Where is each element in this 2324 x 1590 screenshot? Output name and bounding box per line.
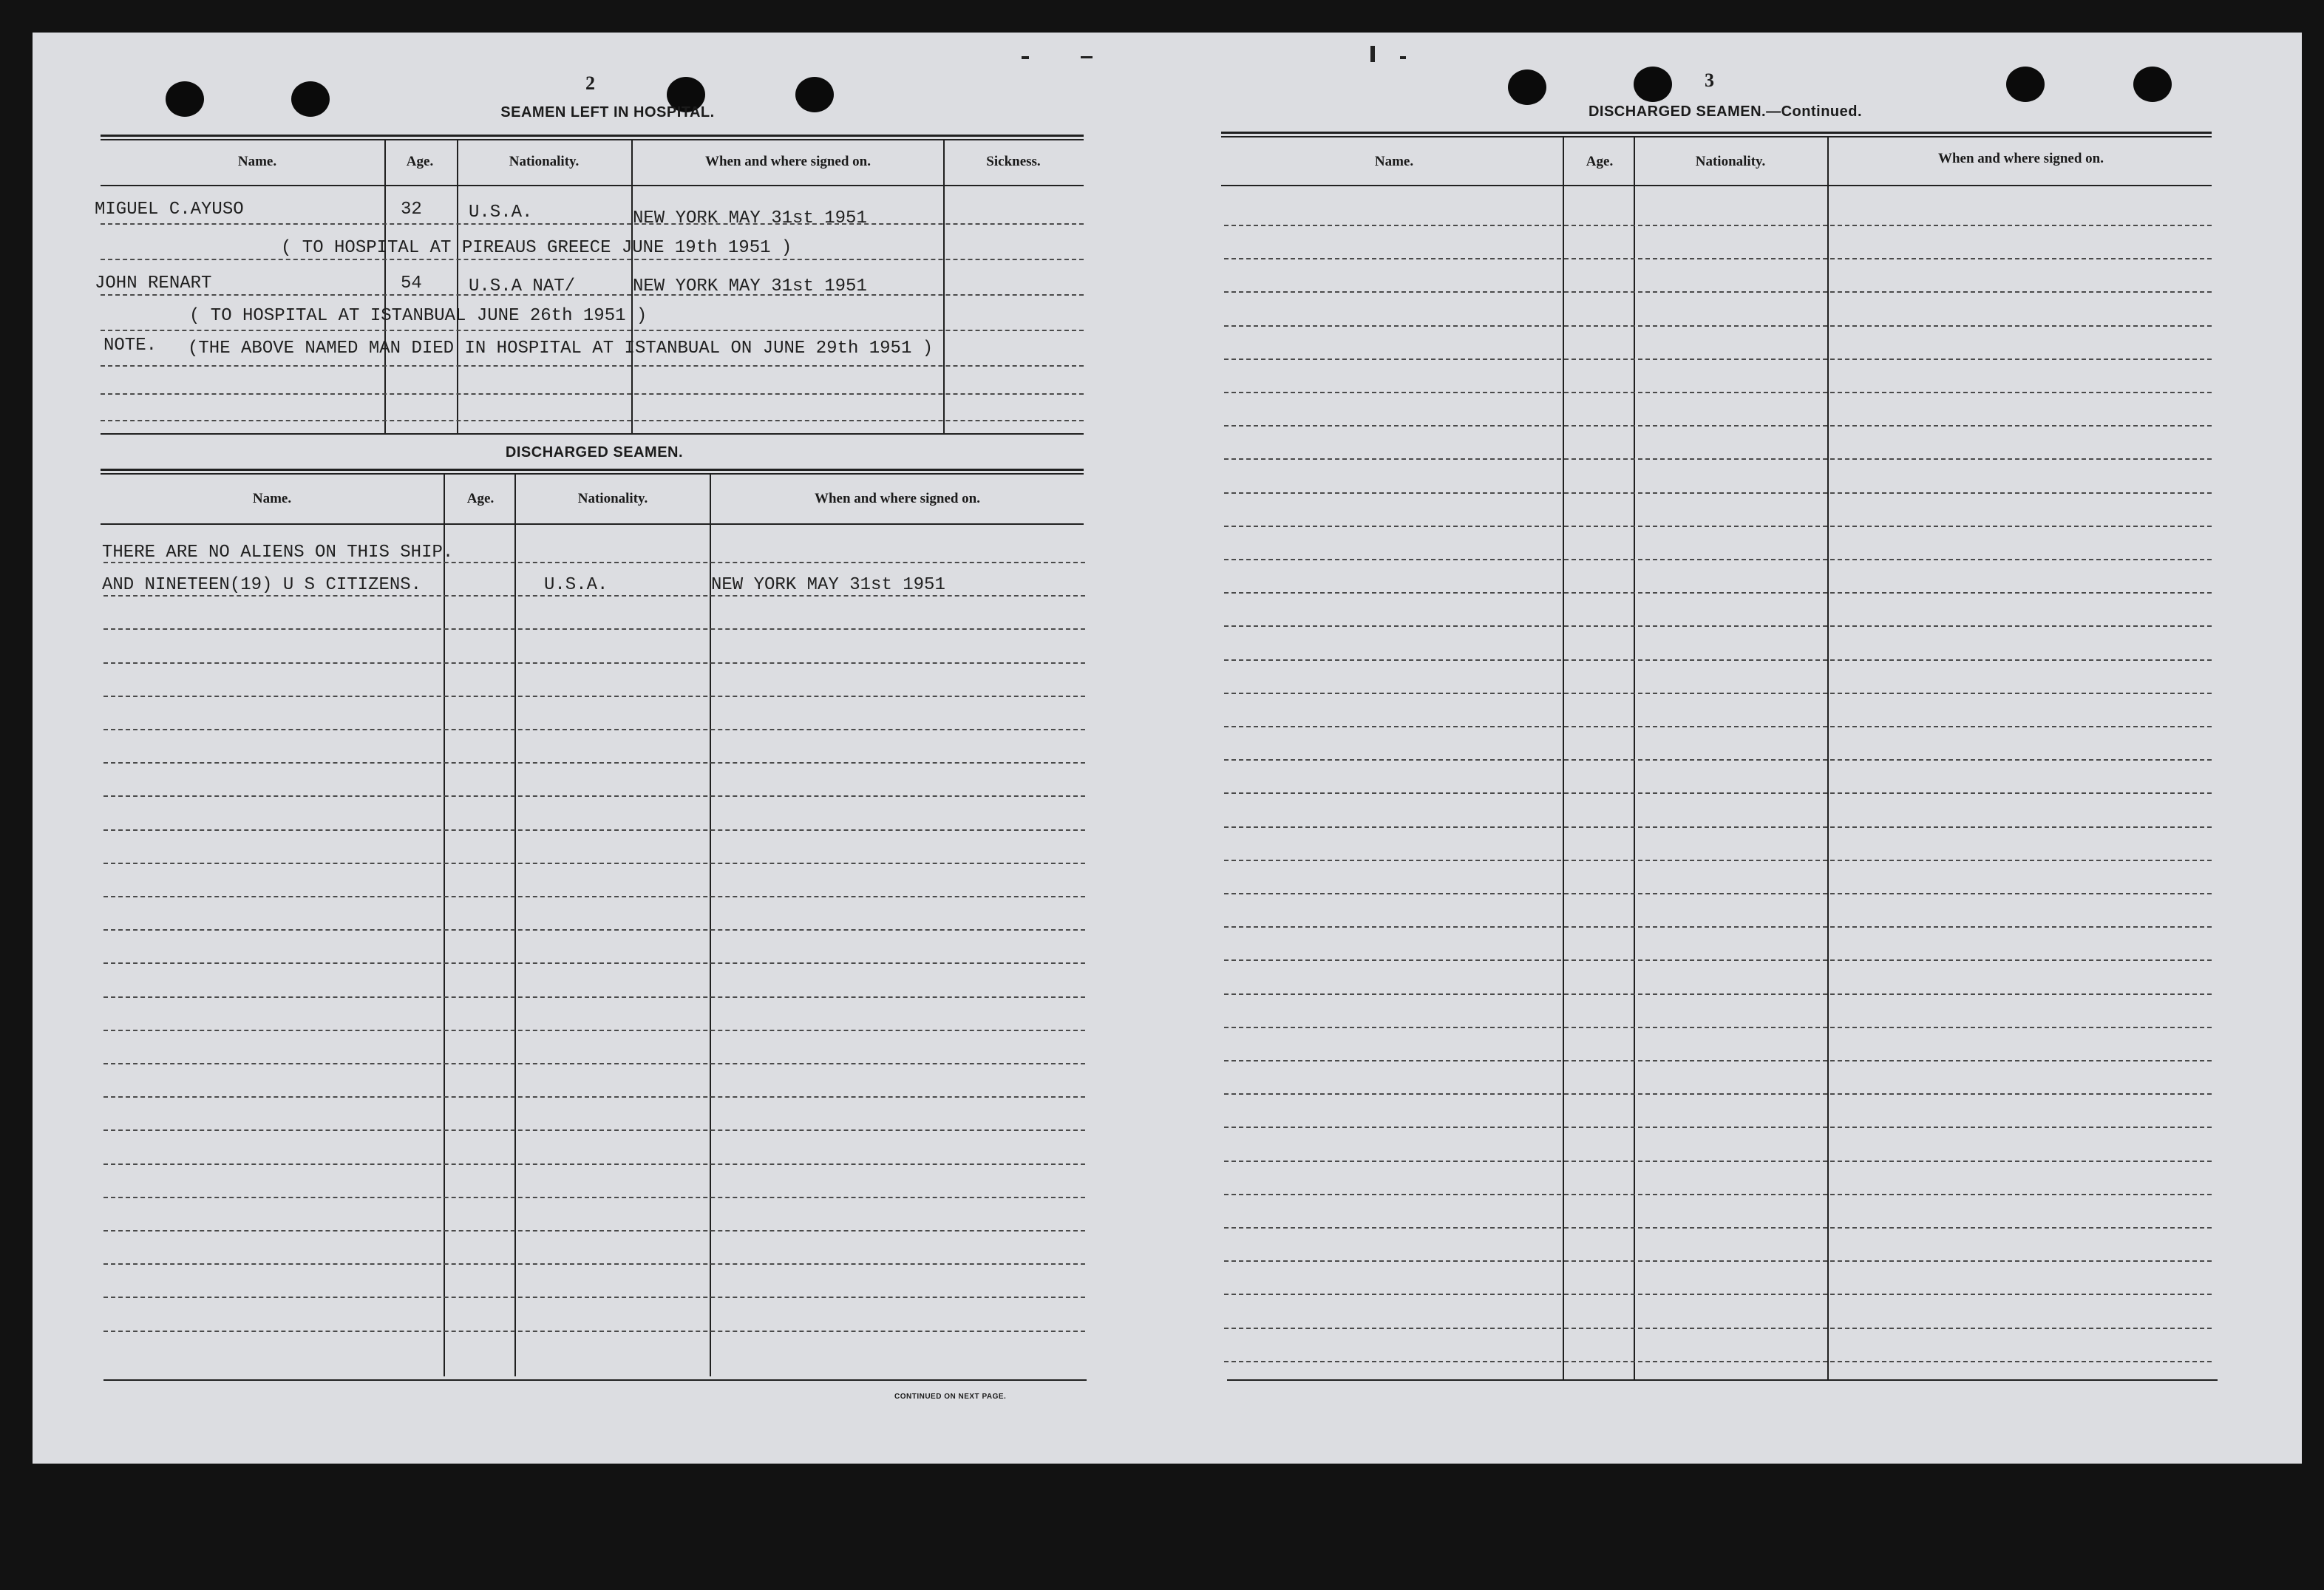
right-ruled-line	[1224, 526, 2212, 527]
right-ruled-line	[1224, 1294, 2212, 1295]
discharged-ruled-line	[103, 795, 1085, 797]
discharged-ruled-line	[103, 1297, 1085, 1298]
hospital-entry-name: MIGUEL C.AYUSO	[95, 200, 244, 220]
right-ruled-line	[1224, 1060, 2212, 1061]
right-page-number: 3	[1705, 69, 1714, 91]
hospital-entry-age: 32	[401, 200, 422, 220]
discharged-ruled-line	[103, 1163, 1085, 1165]
hospital-note-text: (THE ABOVE NAMED MAN DIED IN HOSPITAL AT ISTANBUAL ON JUNE 29th 1951 )	[188, 339, 934, 359]
right-ruled-line	[1224, 959, 2212, 961]
right-table-top-rule-2	[1221, 136, 2212, 137]
right-ruled-line	[1224, 1127, 2212, 1128]
hospital-header-underline	[101, 185, 1084, 186]
right-ruled-line	[1224, 359, 2212, 360]
hospital-ruled-line	[101, 365, 1084, 367]
hospital-table-bottom-rule	[101, 433, 1084, 435]
hospital-entry-note: ( TO HOSPITAL AT PIREAUS GREECE JUNE 19th 1951 )	[281, 238, 792, 258]
right-col-name: Name.	[1374, 154, 1414, 169]
hospital-col-name: Name.	[237, 154, 277, 169]
right-ruled-line	[1224, 625, 2212, 627]
discharged-ruled-line	[103, 1331, 1085, 1332]
discharged-line-no-aliens: THERE ARE NO ALIENS ON THIS SHIP.	[102, 543, 454, 563]
hospital-col-signed-on: When and where signed on.	[704, 154, 871, 169]
discharged-ruled-line	[103, 1096, 1085, 1098]
discharged-ruled-line	[103, 863, 1085, 864]
right-ruled-line	[1224, 893, 2212, 894]
hospital-col-divider	[943, 140, 945, 433]
right-ruled-line	[1224, 1361, 2212, 1362]
discharged-col-nationality: Nationality.	[577, 491, 648, 506]
right-col-nationality: Nationality.	[1695, 154, 1766, 169]
scan-speck	[1022, 56, 1029, 59]
right-ruled-line	[1224, 291, 2212, 293]
discharged-ruled-line	[103, 1263, 1085, 1265]
right-col-signed-on: When and where signed on.	[1937, 151, 2104, 166]
discharged-ruled-line	[103, 628, 1085, 630]
discharged-ruled-line	[103, 1230, 1085, 1231]
discharged-col-signed-on: When and where signed on.	[814, 491, 980, 506]
hospital-table-top-rule-2	[101, 139, 1084, 140]
discharged-nationality: U.S.A.	[544, 575, 608, 595]
discharged-ruled-line	[103, 962, 1085, 964]
discharged-ruled-line	[103, 696, 1085, 697]
discharged-signed-on: NEW YORK MAY 31st 1951	[711, 575, 945, 595]
hospital-table-top-rule	[101, 135, 1084, 137]
right-ruled-line	[1224, 1227, 2212, 1229]
right-ruled-line	[1224, 1093, 2212, 1095]
discharged-ruled-line	[103, 662, 1085, 664]
continued-footer: CONTINUED ON NEXT PAGE.	[894, 1393, 1007, 1401]
punch-hole-icon	[795, 77, 834, 112]
scan-speck	[1081, 56, 1093, 58]
right-ruled-line	[1224, 258, 2212, 259]
discharged-ruled-line	[103, 1063, 1085, 1064]
hospital-ruled-line	[101, 259, 1084, 260]
hospital-entry-nationality: U.S.A.	[469, 203, 533, 222]
hospital-col-nationality: Nationality.	[509, 154, 580, 169]
discharged-ruled-line	[103, 729, 1085, 730]
discharged-table-top-rule-2	[101, 473, 1084, 475]
hospital-entry-signed-on: NEW YORK MAY 31st 1951	[633, 276, 867, 296]
punch-hole-icon	[1634, 67, 1672, 102]
discharged-table-bottom-rule	[103, 1379, 1087, 1381]
right-ruled-line	[1224, 1027, 2212, 1028]
right-ruled-line	[1224, 926, 2212, 928]
right-ruled-line	[1224, 458, 2212, 460]
right-page-title: DISCHARGED SEAMEN.—Continued.	[1588, 103, 1863, 120]
right-ruled-line	[1224, 1161, 2212, 1162]
discharged-line-citizens: AND NINETEEN(19) U S CITIZENS.	[102, 575, 422, 595]
right-table-top-rule	[1221, 132, 2212, 134]
right-header-underline	[1221, 185, 2212, 186]
discharged-ruled-line	[103, 595, 1085, 597]
right-ruled-line	[1224, 1328, 2212, 1329]
hospital-entry-signed-on: NEW YORK MAY 31st 1951	[633, 208, 867, 228]
hospital-ruled-line	[101, 223, 1084, 225]
discharged-ruled-line	[103, 829, 1085, 831]
discharged-col-divider	[710, 475, 711, 1376]
hospital-entry-age: 54	[401, 274, 422, 293]
document-sheet	[33, 33, 2302, 1464]
punch-hole-icon	[166, 81, 204, 117]
hospital-note-label: NOTE.	[103, 336, 157, 356]
punch-hole-icon	[2006, 67, 2045, 102]
hospital-col-sickness: Sickness.	[986, 154, 1041, 169]
right-ruled-line	[1224, 1260, 2212, 1262]
hospital-ruled-line	[101, 393, 1084, 395]
right-ruled-line	[1224, 759, 2212, 761]
discharged-ruled-line	[103, 562, 1085, 563]
discharged-col-divider	[444, 475, 445, 1376]
right-ruled-line	[1224, 592, 2212, 594]
right-ruled-line	[1224, 693, 2212, 694]
punch-hole-icon	[1508, 69, 1546, 105]
hospital-entry-nationality: U.S.A NAT/	[469, 276, 576, 296]
left-page-number: 2	[585, 72, 595, 94]
scan-speck	[1370, 46, 1375, 62]
right-ruled-line	[1224, 1194, 2212, 1195]
right-ruled-line	[1224, 993, 2212, 995]
hospital-ruled-line	[101, 330, 1084, 331]
discharged-ruled-line	[103, 1030, 1085, 1031]
discharged-col-name: Name.	[252, 491, 292, 506]
right-ruled-line	[1224, 659, 2212, 661]
right-ruled-line	[1224, 492, 2212, 494]
right-ruled-line	[1224, 225, 2212, 226]
hospital-col-divider	[457, 140, 458, 433]
right-ruled-line	[1224, 860, 2212, 861]
discharged-ruled-line	[103, 929, 1085, 931]
right-ruled-line	[1224, 792, 2212, 794]
right-ruled-line	[1224, 726, 2212, 727]
hospital-entry-name: JOHN RENART	[95, 274, 212, 293]
hospital-ruled-line	[101, 420, 1084, 421]
punch-hole-icon	[291, 81, 330, 117]
discharged-ruled-line	[103, 996, 1085, 998]
right-ruled-line	[1224, 826, 2212, 828]
right-ruled-line	[1224, 425, 2212, 427]
discharged-col-divider	[514, 475, 516, 1376]
hospital-col-divider	[384, 140, 386, 433]
discharged-table-top-rule	[101, 469, 1084, 471]
discharged-ruled-line	[103, 896, 1085, 897]
hospital-col-age: Age.	[406, 154, 434, 169]
discharged-header-underline	[101, 523, 1084, 525]
right-ruled-line	[1224, 392, 2212, 393]
right-ruled-line	[1224, 559, 2212, 560]
discharged-ruled-line	[103, 1129, 1085, 1131]
right-col-age: Age.	[1586, 154, 1614, 169]
discharged-col-age: Age.	[466, 491, 495, 506]
right-ruled-line	[1224, 325, 2212, 327]
hospital-entry-note: ( TO HOSPITAL AT ISTANBUAL JUNE 26th 1951 )	[189, 306, 648, 326]
discharged-ruled-line	[103, 1197, 1085, 1198]
punch-hole-icon	[2133, 67, 2172, 102]
left-page-title: SEAMEN LEFT IN HOSPITAL.	[500, 104, 715, 120]
discharged-ruled-line	[103, 762, 1085, 764]
hospital-ruled-line	[101, 294, 1084, 296]
discharged-section-title: DISCHARGED SEAMEN.	[505, 444, 684, 461]
scan-speck	[1400, 56, 1406, 59]
right-table-bottom-rule	[1227, 1379, 2218, 1381]
